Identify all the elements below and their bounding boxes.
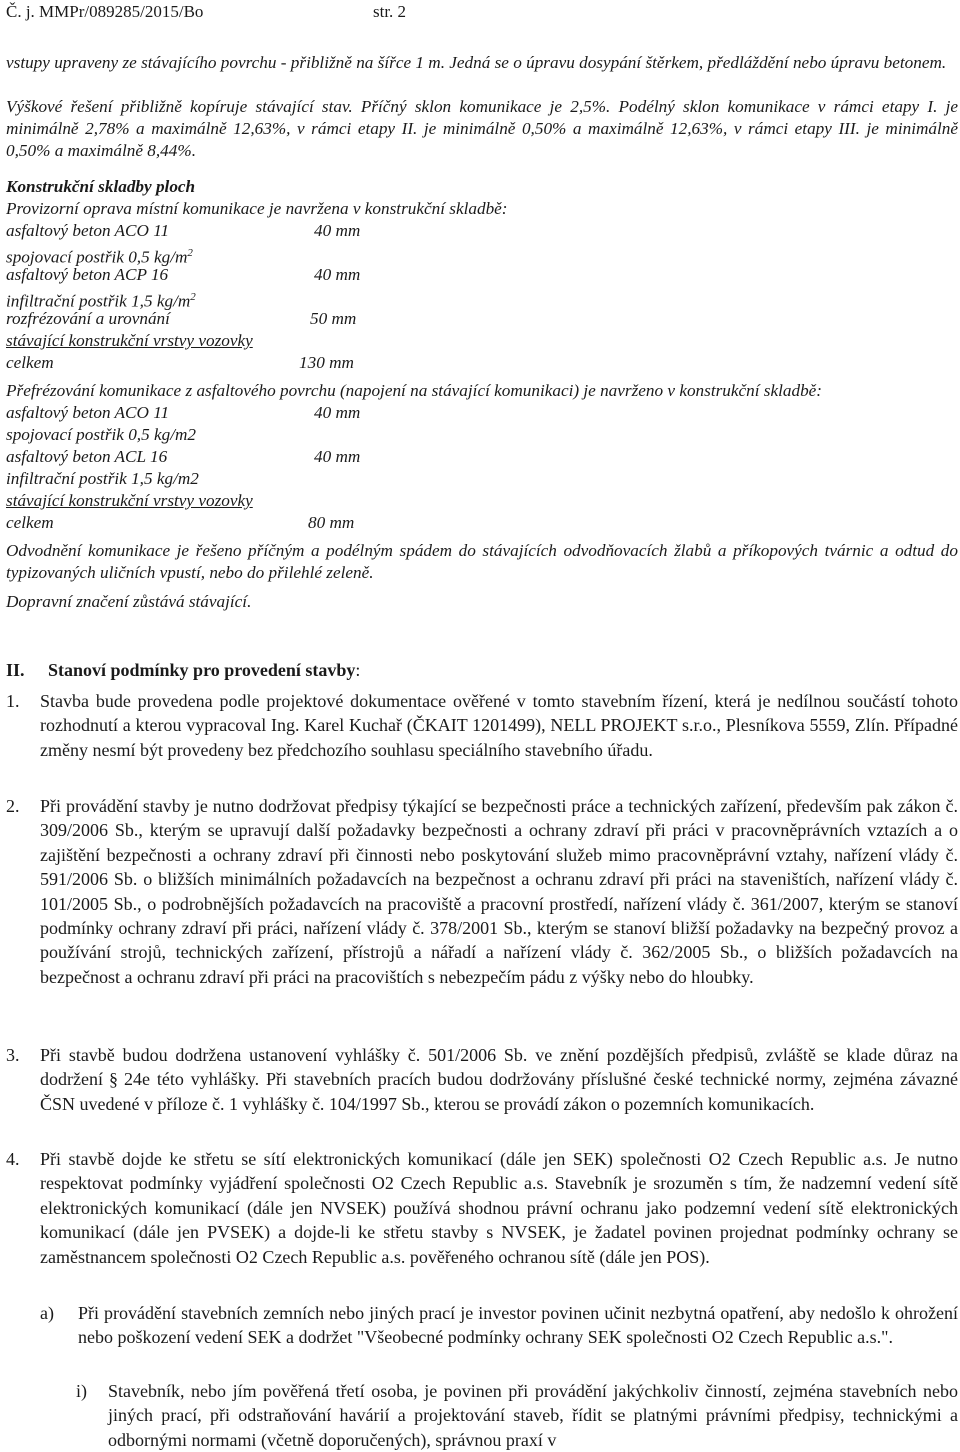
layers-heading: Konstrukční skladby ploch — [6, 177, 196, 196]
paragraph-entrances: vstupy upraveny ze stávajícího povrchu - přibližně na šířce 1 m. Jedná se o úpravu dosypání štěrkem, předláždění nebo úpravu betonem. — [6, 53, 947, 72]
condition-number: 3. — [6, 1045, 20, 1065]
milling-layer-thickness: 40 mm — [314, 447, 361, 466]
layer-thickness: 40 mm — [314, 221, 361, 240]
subitem-text: Stavebník, nebo jím pověřená třetí osoba, je povinen při provádění jakýchkoliv činností, zejména stavebních nebo jiných prací, při odstraňování havárií a projektování staveb, řídit se platnými právními předpisy, technickými a odbornými normami (včetně doporučených), správnou praxí v — [108, 1381, 958, 1450]
layer-thickness: 50 mm — [310, 309, 357, 328]
layer-total-value: 130 mm — [299, 353, 354, 372]
condition-item — [6, 1043, 958, 1116]
paragraph-traffic-signs: Dopravní značení zůstává stávající. — [6, 592, 252, 611]
milling-layer-label: stávající konstrukční vrstvy vozovky — [6, 491, 253, 510]
section-number: II. — [6, 660, 25, 680]
condition-subitem — [40, 1301, 958, 1350]
layer-unit-exponent: 2 — [187, 247, 193, 259]
condition-text: Při stavbě dojde ke střetu se sítí elektronických komunikací (dále jen SEK) společnosti O2 Czech Republic a.s. Je nutno respektovat podmínky vyjádření společnosti O2 Czech Republic a.s. Stavebník je srozuměn s tím, že nadzemní vedení sítě elektronických komunikací (dále jen NVSEK) používá shodnou právní ochranu jako podzemní vedení sítě elektronických komunikací (dále jen PVSEK) a dojde-li ke střetu stavby s NVSEK, je žadatel povinen projednat podmínky ochrany se zaměstnancem společnosti O2 Czech Republic a.s. pověřeného ochranou sítě (dále jen POS). — [40, 1149, 958, 1267]
layer-label: infiltrační postřik 1,5 $kg/m^2$ — [6, 291, 196, 311]
condition-item — [6, 794, 958, 989]
condition-text: Stavba bude provedena podle projektové dokumentace ověřené v tomto stavebním řízení, která je nedílnou součástí tohoto rozhodnutí a kterou vypracoval Ing. Karel Kuchař (ČKAIT 1201499), NELL PROJEKT s.r.o., Plesníkova 5559, Zlín. Případné změny nesmí být provedeny bez předchozího souhlasu speciálního stavebního úřadu. — [40, 691, 958, 760]
milling-total-label: celkem — [6, 513, 54, 532]
layer-thickness: 40 mm — [314, 265, 361, 284]
milling-layer-thickness: 40 mm — [314, 403, 361, 422]
condition-subitem — [76, 1379, 958, 1452]
milling-total-value: 80 mm — [308, 513, 355, 532]
layer-label: asfaltový beton ACO 11 — [6, 221, 170, 240]
paragraph-height-solution: Výškové řešení přibližně kopíruje stávající stav. Příčný sklon komunikace je 2,5%. Podélný sklon komunikace v rámci etapy I. je minimálně 2,78% a maximálně 12,63%, v rámci etapy II. je minimálně 0,50% a maximálně 12,63%, v rámci etapy III. je minimálně 0,50% a maximálně 8,44%. — [6, 97, 958, 160]
section-heading — [6, 660, 360, 681]
milling-intro: Přefrézování komunikace z asfaltového povrchu (napojení na stávající komunikaci) je navrženo v konstrukční skladbě: — [6, 381, 823, 400]
milling-layer-label: asfaltový beton ACL 16 — [6, 447, 168, 466]
condition-number: 2. — [6, 796, 20, 816]
condition-text: Při stavbě budou dodržena ustanovení vyhlášky č. 501/2006 Sb. ve znění pozdějších předpisů, zvláště se klade důraz na dodržení § 24e této vyhlášky. Při stavebních pracích budou dodržovány příslušné české technické normy, zejména závazné ČSN uvedené v příloze č. 1 vyhlášky č. 104/1997 Sb., kterou se provádí zákon o pozemních komunikacích. — [40, 1045, 958, 1114]
paragraph-drainage: Odvodnění komunikace je řešeno příčným a podélným spádem do stávajících odvodňovacích žlabů a příkopových tvárnic a odtud do typizovaných uličních vpustí, nebo do přilehlé zeleně. — [6, 541, 958, 582]
milling-layer-label: spojovací postřik 0,5 kg/m2 — [6, 425, 196, 444]
layer-unit-exponent: 2 — [190, 291, 196, 303]
layers-intro: Provizorní oprava místní komunikace je navržena v konstrukční skladbě: — [6, 199, 508, 218]
condition-item — [6, 1147, 958, 1269]
layer-label: spojovací postřik 0,5 $kg/m^2$ — [6, 247, 193, 267]
header-page-number: str. 2 — [373, 2, 407, 21]
condition-text: Při provádění stavby je nutno dodržovat předpisy týkající se bezpečnosti práce a technických zařízení, především pak zákon č. 309/2006 Sb., kterým se upravují další požadavky bezpečnosti a ochrany zdraví při práci v pracovněprávních vztazích a o zajištění bezpečnosti a ochrany zdraví při činnosti nebo poskytování služeb mimo pracovněprávní vztahy, nařízení vlády č. 591/2006 Sb. o bližších minimálních požadavcích na bezpečnost a ochranu zdraví při práci na staveništích, nařízení vlády č. 101/2005 Sb., o podrobnějších požadavcích na pracoviště a pracovní prostředí, nařízení vlády č. 361/2007, kterým se stanoví podmínky ochrany zdraví při práci, nařízení vlády č. 378/2001 Sb., kterým se stanoví bližší požadavky na bezpečný provoz a používání strojů, technických zařízení, přístrojů a nářadí a nařízení vlády č. 362/2005 Sb., o bližších požadavcích na bezpečnost a ochranu zdraví při práci na pracovištích s nebezpečím pádu z výšky nebo do hloubky. — [40, 796, 958, 987]
section-colon: : — [355, 660, 361, 680]
header-reference: Č. j. MMPr/089285/2015/Bo — [6, 2, 204, 21]
condition-number: 1. — [6, 691, 20, 711]
layer-total-label: celkem — [6, 353, 54, 372]
layer-label: stávající konstrukční vrstvy vozovky — [6, 331, 253, 350]
condition-number: 4. — [6, 1149, 20, 1169]
milling-layer-label: infiltrační postřik 1,5 kg/m2 — [6, 469, 199, 488]
condition-item — [6, 689, 958, 762]
milling-layer-label: asfaltový beton ACO 11 — [6, 403, 170, 422]
subitem-label: a) — [40, 1303, 54, 1323]
layer-label: rozfrézování a urovnání — [6, 309, 170, 328]
layer-label: asfaltový beton ACP 16 — [6, 265, 169, 284]
paragraph-sign: § — [108, 1069, 118, 1090]
subitem-label: i) — [76, 1381, 87, 1401]
subitem-text: Při provádění stavebních zemních nebo jiných prací je investor povinen učinit nezbytná opatření, aby nedošlo k ohrožení nebo poškození vedení SEK a dodržet "Všeobecné podmínky ochrany SEK společnosti O2 Czech Republic a.s.". — [78, 1303, 958, 1348]
section-title: Stanoví podmínky pro provedení stavby — [48, 660, 356, 680]
